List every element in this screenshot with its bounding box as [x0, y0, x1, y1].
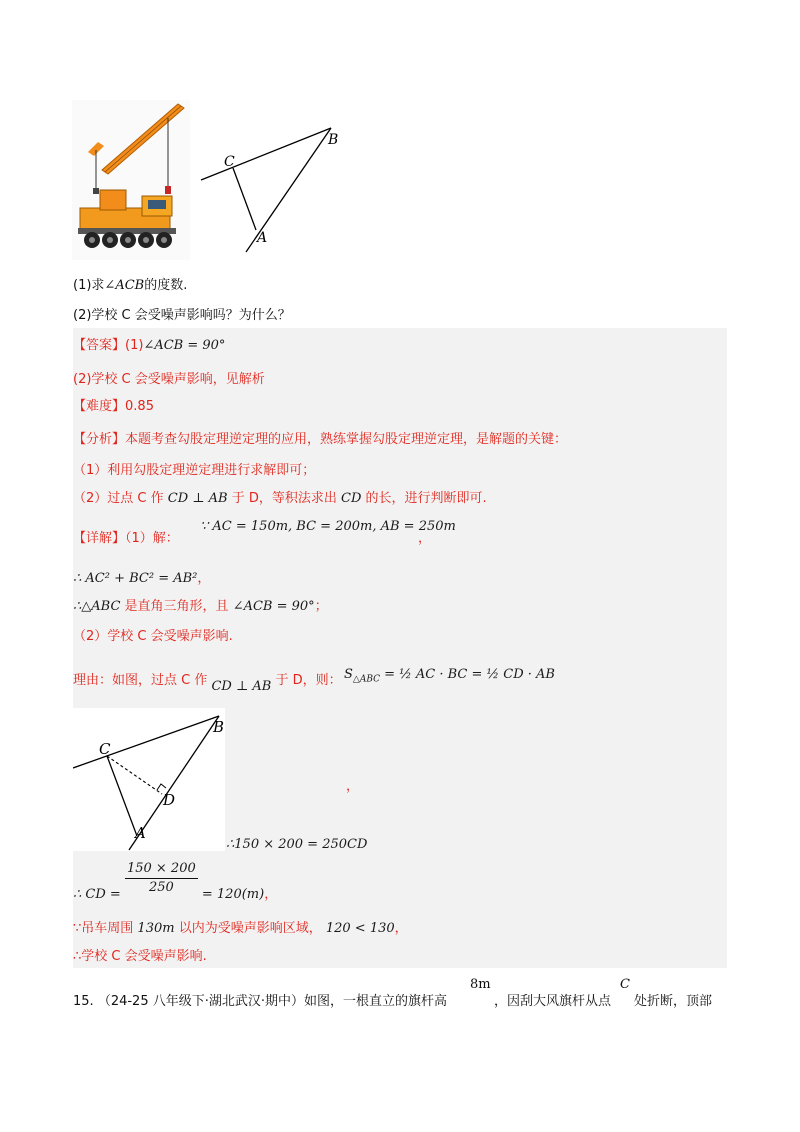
analysis-step2-math2: CD: [341, 491, 362, 506]
pythagoras-math: ∴ AC² + BC² = AB²: [73, 571, 198, 586]
after-figure-comma: ，: [346, 779, 360, 794]
given-equation: ∵ AC = 150m, BC = 200m, AB = 250m: [200, 519, 456, 534]
range-c: ，: [394, 921, 408, 936]
cd-prefix: ∴ CD =: [73, 887, 121, 902]
range-b: 以内为受噪声影响区域，: [178, 921, 322, 936]
cd-denominator: 250: [148, 880, 174, 895]
area-formula: [344, 666, 555, 689]
equation-150x200: ∴150 × 200 = 250CD: [226, 837, 368, 852]
triangle-figure-1: [196, 122, 346, 254]
pythagoras-line: [73, 570, 210, 588]
range-a: ∵吊车周围: [73, 921, 134, 936]
triangle-end: ；: [314, 599, 328, 614]
detail-line: [73, 530, 179, 548]
answer-line1-prefix: (1): [125, 338, 144, 353]
area-sub: △ABC: [352, 674, 380, 685]
difficulty-value: 0.85: [125, 399, 154, 414]
question-1-prefix: (1)求: [73, 278, 105, 293]
problem-15-height: 8m: [470, 977, 491, 992]
right-triangle-line: [73, 598, 328, 616]
triangle-angle: ∠ACB = 90°: [232, 599, 315, 614]
figure2-label-a: A: [135, 824, 146, 842]
figure1-label-a: A: [257, 230, 268, 246]
area-lhs: S: [344, 667, 353, 682]
analysis-step-1: （1）利用勾股定理逆定理进行求解即可；: [73, 463, 316, 478]
geometry-figure-1: [196, 122, 346, 254]
problem-15-number: 15.: [73, 994, 94, 1009]
analysis-step2-c: 的长，进行判断即可.: [365, 491, 487, 506]
cd-comma: ，: [264, 887, 278, 902]
triangle-math: ∴△ABC: [73, 599, 121, 614]
triangle-text: 是直角三角形，且: [124, 599, 229, 614]
part2-line: （2）学校 C 会受噪声影响.: [73, 629, 233, 644]
question-1-math: ∠ACB: [104, 278, 145, 293]
answer-line1-math: ∠ACB = 90°: [143, 338, 226, 353]
question-1-suffix: 的度数.: [144, 278, 188, 293]
detail-label: 【详解】: [73, 531, 126, 546]
figure2-label-b: B: [213, 718, 225, 736]
cd-line: [73, 861, 278, 906]
given-comma: ，: [418, 531, 432, 546]
figure2-label-c: C: [99, 740, 111, 758]
answer-label: 【答案】: [73, 338, 126, 353]
area-rhs: = ½ AC · BC = ½ CD · AB: [384, 667, 555, 682]
reason-b: 于 D，则：: [275, 673, 342, 688]
analysis-step2-a: （2）过点 C 作: [73, 491, 164, 506]
problem-15-text-c: 处折断，顶部: [634, 994, 713, 1009]
problem-15-text-a: （24-25 八年级下·湖北武汉·期中）如图，一根直立的旗杆高: [97, 994, 448, 1009]
cd-numerator: 150 × 200: [125, 860, 198, 879]
question-1: [73, 277, 187, 295]
figure1-label-c: C: [224, 154, 235, 170]
figure1-label-b: B: [328, 132, 339, 148]
difficulty-label: 【难度】: [73, 399, 126, 414]
triangle-figure-2: [73, 708, 225, 851]
reason-math: CD ⊥ AB: [211, 679, 272, 694]
question-2: (2)学校 C 会受噪声影响吗？为什么？: [73, 308, 291, 323]
figure2-label-d: D: [163, 791, 176, 809]
problem-15-point: C: [620, 977, 630, 992]
problem-15-text-b: ，因刮大风旗杆从点: [494, 994, 612, 1009]
analysis-line: [73, 431, 567, 449]
analysis-step2-b: 于 D，等积法求出: [231, 491, 337, 506]
reason-a: 理由：如图，过点 C 作: [73, 673, 208, 688]
cd-fraction: [125, 860, 198, 897]
analysis-text: 本题考查勾股定理逆定理的应用，熟练掌握勾股定理逆定理，是解题的关键：: [125, 432, 568, 447]
answer-line-1: [73, 337, 225, 355]
reason-line: [73, 672, 342, 694]
analysis-step-2: [73, 490, 487, 508]
crane-image: [72, 100, 190, 260]
range-line: [73, 920, 408, 938]
geometry-figure-2: [73, 708, 225, 851]
difficulty-line: [73, 398, 154, 416]
analysis-step2-math1: CD ⊥ AB: [167, 491, 228, 506]
detail-part1: （1）解：: [125, 531, 179, 546]
problem-15-line: [73, 993, 447, 1011]
analysis-label: 【分析】: [73, 432, 126, 447]
pythagoras-comma: ，: [197, 571, 211, 586]
conclusion-line: ∴学校 C 会受噪声影响.: [73, 949, 207, 964]
cd-result: = 120(m): [201, 887, 265, 902]
crane-illustration: [72, 100, 190, 260]
answer-line-2: (2)学校 C 会受噪声影响，见解析: [73, 372, 265, 387]
range-math: 130m: [137, 921, 175, 936]
range-compare: 120 < 130: [325, 921, 395, 936]
